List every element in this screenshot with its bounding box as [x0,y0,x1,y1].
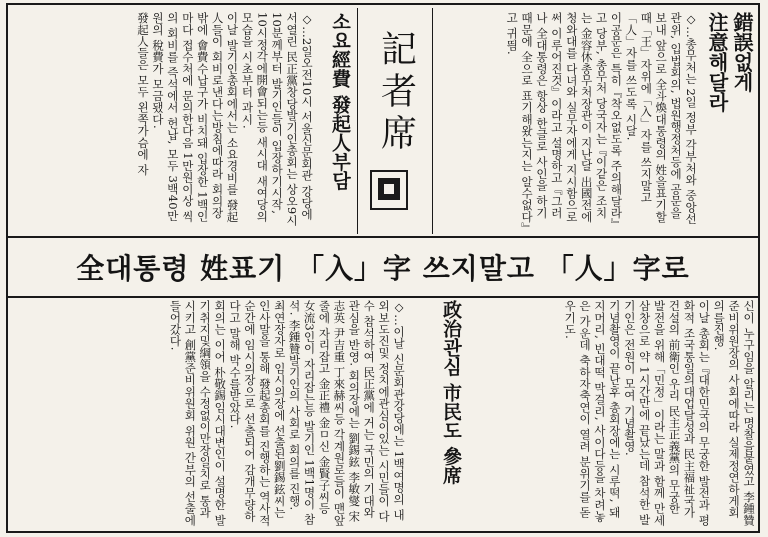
article-headline-civil [412,300,462,525]
headline-line-2: 注意해달라 [705,12,729,112]
article-body-err: ◇…총무처는 2일 정부 각부처와 중앙선관위, 입법회의, 법원행정처등에 공문을 보내 앞으로 全斗煥대통령의 姓을표기할때「王」자위에「入」자를 쓰지말고「人」자를 쓰도록 시달. 이공문은 특히『착오없도록 주의해달라』고 당부, 총무처 당국자는『이같은 조치는 金容休총무처장관이 지난달 出國전에 청와대를 다녀와 실무자에게 지시함으로써 이루어진것』이라고 설명하고『그러나 全대통령은 항상 한글로 사인을 하기때문에 全으로 표기해왔는지는 알수없다』고 귀띔. [505,12,698,229]
headline-line-1: 錯誤없게 [730,12,754,92]
headline-line-1: 政治관심 市民도 參席 [440,300,462,485]
article-body-cost: ◇…2일오전10시 서울신문회관 강당에서열린 民正黨창당발기인총회는 상오9시10분께부터 발기인들이 입장하기시작, 10시정각에開會되는등 새시대 새여당의 모습을 시초부터 과시. 이날 발기인총회에서는 소요경비를 發起人들이 회비로낸다는방침에따라 회의장밖에 會費수납구가 비치돼 입장한 1백인마다 접수처에 문의한다음 1만원이상 씩의 회비를 즉석에서 헌납, 모두 3백40만원의 稅費가 모금됐다. 發起人들은 모두 왼쪽가슴에 자 [136,12,314,227]
kisa-mark-icon [378,178,400,200]
article-body-civil-2: ◇…이날 신문회관강당에는 1백여명의 내외보도진및 정치에관심이있는 시민들이 다수 참석하여 民正黨에 거는 국민의 기대와 관심을 반영. 회의장에는 劉錫鉉 李敏燮 宋志英 尹吉重 丁來赫씨등 각계원로들이 맨앞줄에 자리잡고 金正禮 金ㅁ신 金賢子씨등 女流3인이 자리잡는등 발기인 1백1명이 참석. 李鍾贊발기인의 사회로 회의를 진행. 최연장자로 임시의장에 선출된劉錫鉉씨는 인사말을 통해 發起총회를 진행하는 역사적순간에 임시의장으로 선출되어 감개무량하다고 말해 박수를받았다. 회의는 이어 朴敬錫임시대변인이 설명한 발기취지및綱領을 수정없이만장일치로 통과시키고 創黨준비위원회 위원 간부의 선출에 들어갔다. [168,300,406,527]
article-headline-cost [318,12,352,227]
article-headline-err [702,12,754,227]
column-rule [432,8,433,234]
column-rule [357,8,358,234]
banner-headline: 全대통령 姓표기 「入」字 쓰지말고 「人」字로 [8,236,758,298]
article-body-civil-1: 신이 누구임을 알리는 명찰을붙였고 李鍾贊준비위원장의 사회에따라 실제정연하게회의를진행. 이날 총회는『대한민국의 무궁한 발전과 평화적 조국통일의대업달성과 民主福祉국가 건설의 前衛인 우리 民主正義黨의 무궁한 발전을 위해「민정」이라는 말과 함께 만세삼창으로 약 1시간만에 끝났는데 참석한 발기인은 전원이 모여 기념촬영. 기념촬영이 끝난후 총회장에는 시루떡, 돼지머리, 빈대떡 막걸리, 사이다등을 차려놓은 가운데 축하자축연이 열려 분위기를 돋우기도. [563,300,756,527]
headline-line-1: 소요經費 發起人부담 [329,12,351,190]
kisa-title: 記者席 [375,30,417,156]
